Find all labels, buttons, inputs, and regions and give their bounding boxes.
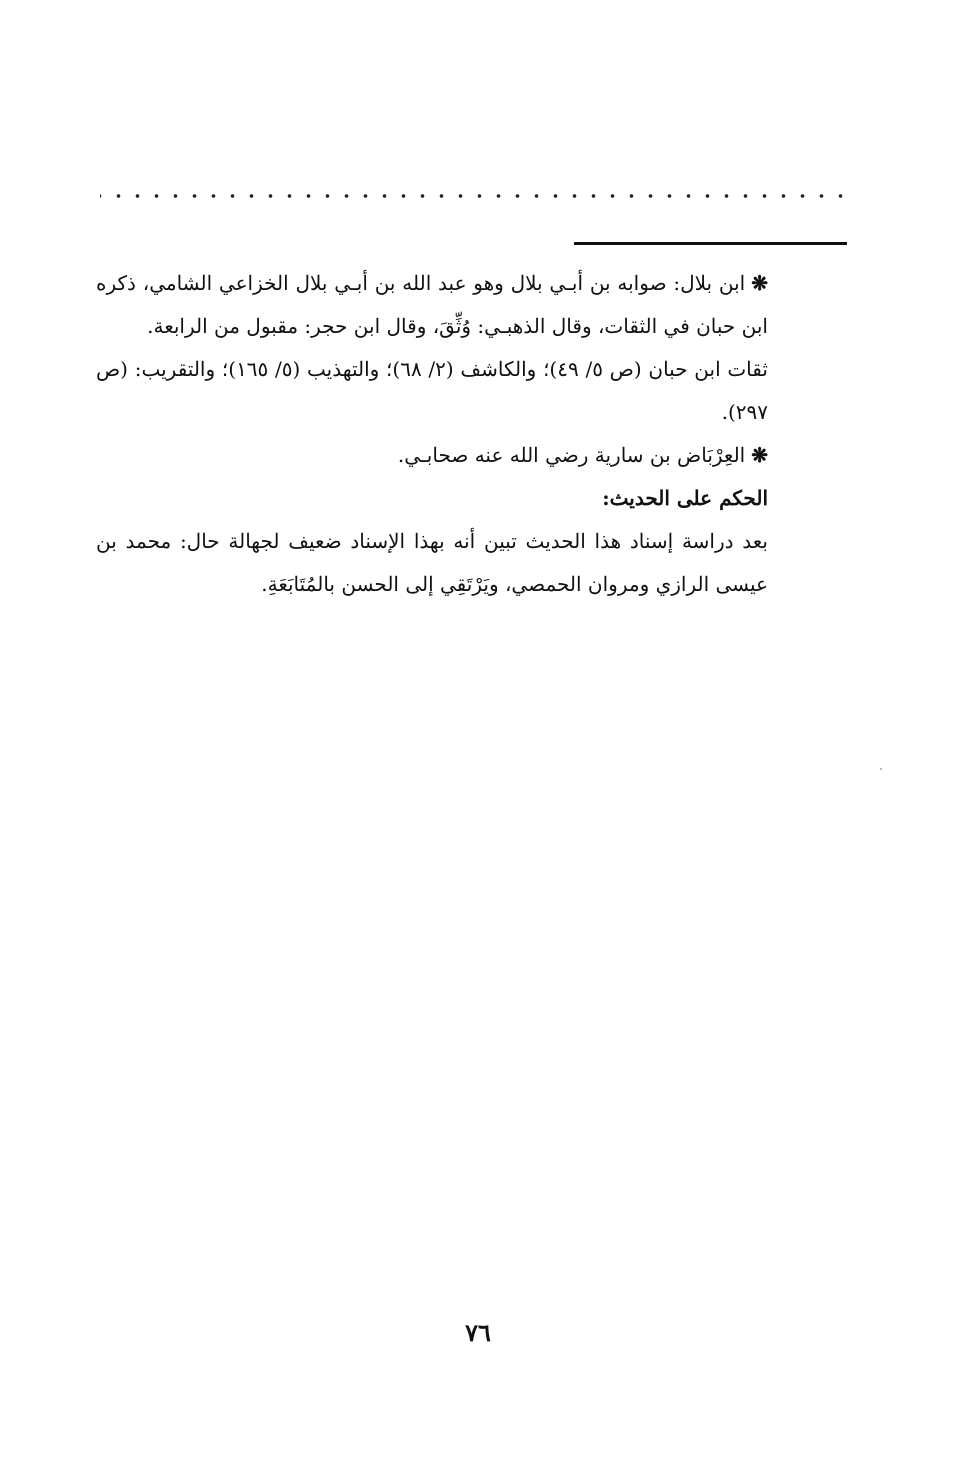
line-3: الرابعة. — [147, 314, 208, 338]
section-heading: الحكم على الحديث: — [602, 486, 768, 510]
scan-speck — [880, 768, 882, 770]
line-1: ابن بلال: صوابه بن أبـي بلال وهو عبد الله بن أبـي بلال الخزاعي الشامي، — [142, 271, 746, 295]
text-body — [96, 262, 768, 606]
line-5: والتقريب: (ص ٢٩٧). — [96, 357, 768, 424]
page-number: ٧٦ — [465, 1318, 491, 1347]
dotted-separator — [100, 186, 850, 206]
line-7: بعد دراسة إسناد هذا الحديث تبين أنه بهذا الإسناد ضعيف لجهالة حال: — [179, 529, 768, 553]
narrator-entry-irbad — [96, 434, 768, 477]
line-2: ذكره ابن حبان في الثقات، وقال الذهبـي: وُثِّقَ، وقال ابن حجر: مقبول من — [96, 271, 768, 338]
line-8: محمد بن عيسى الرازي ومروان الحمصي، ويَرْتَقِي إلى الحسن بالمُتَابَعَةِ. — [96, 529, 768, 596]
line-6: العِرْبَاض بن سارية رضي الله عنه صحابـي. — [397, 443, 746, 467]
footnote-rule — [574, 242, 847, 245]
asterisk-icon: ❋ — [751, 443, 768, 467]
references-paragraph — [96, 348, 768, 434]
ruling-paragraph — [96, 520, 768, 606]
narrator-entry-ibn-bilal — [96, 262, 768, 348]
line-4: ثقات ابن حبان (ص ٥/ ٤٩)؛ والكاشف (٢/ ٦٨)؛ والتهذيب (٥/ ١٦٥)؛ — [221, 357, 768, 381]
asterisk-icon: ❋ — [751, 271, 768, 295]
